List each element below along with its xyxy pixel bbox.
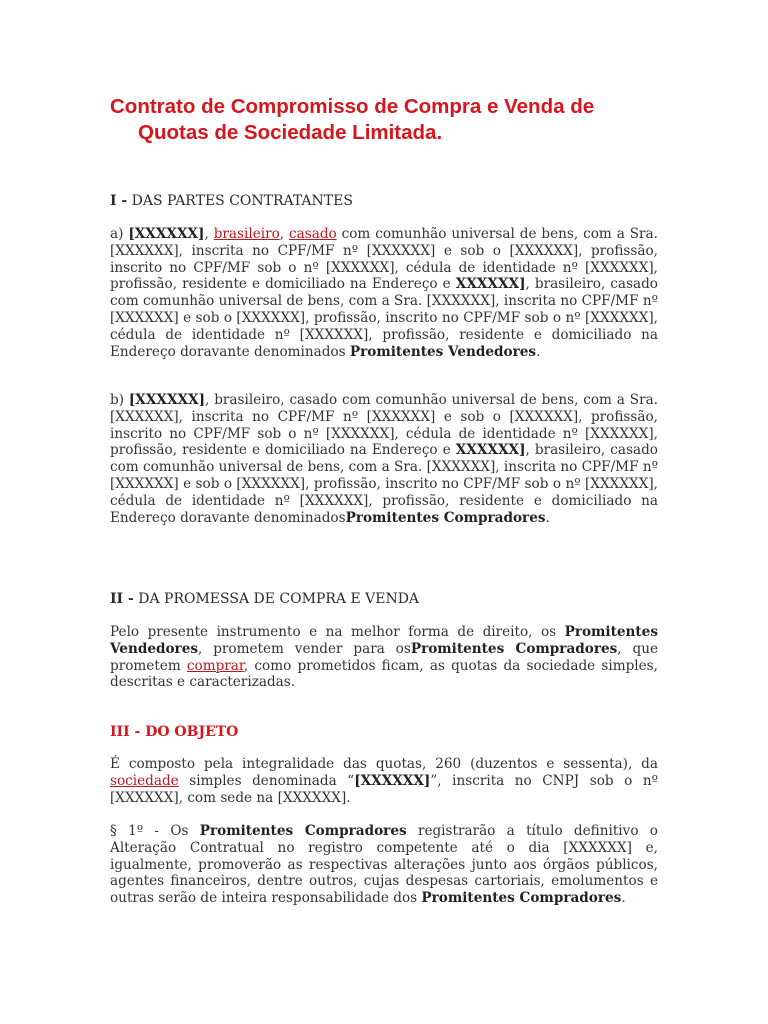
para-a-sep2: , — [279, 226, 290, 242]
s2-text3: , que prometem — [110, 640, 658, 674]
link-comprar[interactable]: comprar — [186, 657, 244, 674]
s3p1-text3: ”, inscrita no CNPJ sob o nº [XXXXXX], com sede na [XXXXXX]. — [110, 772, 658, 806]
title-line-2: Quotas de Sociedade Limitada. — [138, 121, 443, 144]
para-b-prefix: b) — [110, 392, 129, 408]
s2-bold2: Promitentes Compradores — [410, 640, 618, 657]
para-a-end: . — [536, 343, 541, 360]
s3p2-bold1: Promitentes Compradores — [199, 823, 407, 839]
link-casado[interactable]: casado — [289, 226, 337, 242]
document-title — [110, 94, 594, 146]
para-a-text1: com comunhão universal de bens, com a Sra. [XXXXXX], inscrita no CPF/MF nº [XXXXXX] e sob o [XXXXXX], profissão, inscrito no CPF/MF sob o nº [XXXXXX], cédula de identidade nº [XXXXXX], profissão, residente e domiciliado na Endereço e — [110, 226, 658, 293]
para-a-prefix: a) — [110, 226, 129, 242]
para-b-end: . — [545, 509, 550, 526]
link-sociedade[interactable]: sociedade — [110, 772, 179, 789]
section-1-paragraph-a — [110, 226, 658, 360]
section-1-heading — [110, 192, 353, 210]
section-3-heading: III - DO OBJETO — [110, 724, 239, 740]
para-a-bold2: XXXXXX] — [455, 276, 526, 293]
s2-bold1: Promitentes Vendedores — [110, 624, 658, 657]
s3p2-bold2: Promitentes Compradores — [421, 890, 622, 907]
s2-text1: Pelo presente instrumento e na melhor forma de direito, os — [110, 624, 565, 640]
promitentes-vendedores-term: Promitentes Vendedores — [349, 343, 537, 360]
section-3-paragraph-2 — [110, 823, 658, 907]
section-1-paragraph-b — [110, 392, 658, 526]
para-a-name: [XXXXXX] — [128, 226, 205, 242]
section-3-paragraph-1 — [110, 756, 658, 806]
section-2-heading-text: DA PROMESSA DE COMPRA E VENDA — [133, 591, 420, 607]
s2-text2: , prometem vender para os — [198, 640, 411, 657]
s3p1-text1: É composto pela integralidade das quotas, 260 (duzentos e sessenta), da — [110, 756, 658, 772]
s3p2-end: . — [621, 890, 626, 907]
s3p2-text2: registrarão a título definitivo o Alteração Contratual no registro competente até o dia [XXXXXX] e, igualmente, promoverão as respectivas alterações junto aos órgãos públicos, agentes financeiros, dentre outros, cujas despesas cartoriais, emolumentos e outras serão de inteira responsabilidade dos — [110, 823, 658, 907]
para-b-name: [XXXXXX] — [128, 392, 206, 408]
promitentes-compradores-term: Promitentes Compradores — [345, 509, 546, 526]
s3p1-bold: [XXXXXX] — [354, 772, 431, 789]
para-b-bold2: XXXXXX] — [455, 442, 526, 459]
s2-text4: , como prometidos ficam, as quotas da sociedade simples, descritas e caracterizadas. — [110, 657, 658, 691]
section-2-paragraph — [110, 624, 658, 691]
para-a-sep1: , — [204, 226, 214, 242]
s3p1-text2: simples denominada “ — [178, 772, 355, 789]
para-b-text1: , brasileiro, casado com comunhão universal de bens, com a Sra. [XXXXXX], inscrita no CPF/MF nº [XXXXXX] e sob o [XXXXXX], profissão, inscrito no CPF/MF sob o nº [XXXXXX], cédula de identidade nº [XXXXXX], profissão, residente e domiciliado na Endereço e — [110, 392, 658, 459]
section-1-roman: I - — [110, 193, 128, 209]
para-b-text2: , brasileiro, casado com comunhão universal de bens, com a Sra. [XXXXXX], inscrita no CPF/MF nº [XXXXXX] e sob o [XXXXXX], profissão, inscrito no CPF/MF sob o nº [XXXXXX], cédula de identidade nº [XXXXXX], profissão, residente e domiciliado na Endereço doravante denominados — [110, 442, 658, 526]
title-line-1: Contrato de Compromisso de Compra e Venda de — [110, 95, 595, 118]
section-1-heading-text: DAS PARTES CONTRATANTES — [127, 193, 353, 209]
section-2-roman: II - — [110, 591, 134, 607]
link-brasileiro[interactable]: brasileiro — [213, 226, 280, 242]
para-a-text2: , brasileiro, casado com comunhão universal de bens, com a Sra. [XXXXXX], inscrita no CPF/MF nº [XXXXXX] e sob o [XXXXXX], profissão, inscrito no CPF/MF sob o nº [XXXXXX], cédula de identidade nº [XXXXXX], profissão, residente e domiciliado na Endereço doravante denominados — [110, 276, 658, 360]
s3p2-text1: § 1º - Os — [110, 823, 200, 839]
section-2-heading — [110, 590, 419, 608]
